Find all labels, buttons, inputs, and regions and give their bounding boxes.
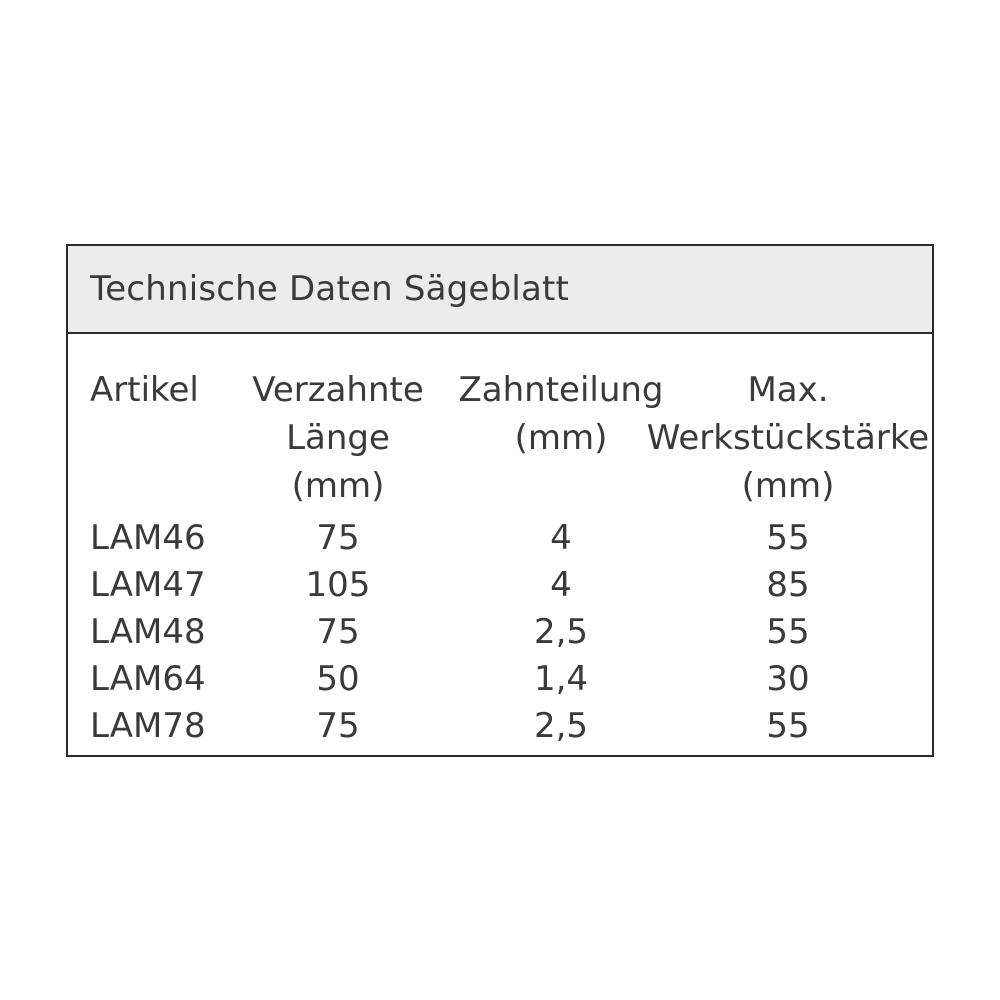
column-header-line: Zahnteilung [458, 370, 664, 410]
column-header-line: (mm) [514, 418, 608, 458]
column-header-max-werkstueckstaerke [644, 366, 932, 510]
table-cell-max: 55 [766, 706, 810, 746]
column-header-verzahnte-laenge [236, 366, 440, 510]
table-cell-max: 55 [766, 518, 810, 558]
column-header-line: (mm) [291, 466, 385, 506]
table-cell-zahnteilung: 2,5 [533, 612, 589, 652]
table-cell-max: 30 [766, 659, 810, 699]
table-title: Technische Daten Sägeblatt [90, 269, 570, 309]
column-header-line: Verzahnte [252, 370, 424, 410]
column-header-artikel [90, 366, 199, 414]
column-header-zahnteilung [456, 366, 666, 462]
table-cell-laenge: 75 [316, 518, 360, 558]
column-header-line: Werkstückstärke [646, 418, 930, 458]
table-cell-laenge: 75 [316, 706, 360, 746]
spec-table-box [66, 244, 934, 757]
table-cell-max: 55 [766, 612, 810, 652]
table-cell-zahnteilung: 2,5 [533, 706, 589, 746]
table-cell-zahnteilung: 4 [550, 565, 572, 605]
table-cell-zahnteilung: 4 [550, 518, 572, 558]
column-header-line: (mm) [741, 466, 835, 506]
table-cell-artikel: LAM78 [90, 706, 206, 746]
table-cell-artikel: LAM64 [90, 659, 206, 699]
column-header-line: Artikel [90, 370, 199, 410]
table-title-bar [68, 246, 932, 334]
table-cell-laenge: 105 [305, 565, 371, 605]
table-cell-artikel: LAM47 [90, 565, 206, 605]
table-cell-zahnteilung: 1,4 [533, 659, 589, 699]
table-cell-artikel: LAM48 [90, 612, 206, 652]
table-cell-max: 85 [766, 565, 810, 605]
table-cell-artikel: LAM46 [90, 518, 206, 558]
table-cell-laenge: 50 [316, 659, 360, 699]
column-header-line: Länge [286, 418, 390, 458]
column-header-line: Max. [747, 370, 829, 410]
table-cell-laenge: 75 [316, 612, 360, 652]
